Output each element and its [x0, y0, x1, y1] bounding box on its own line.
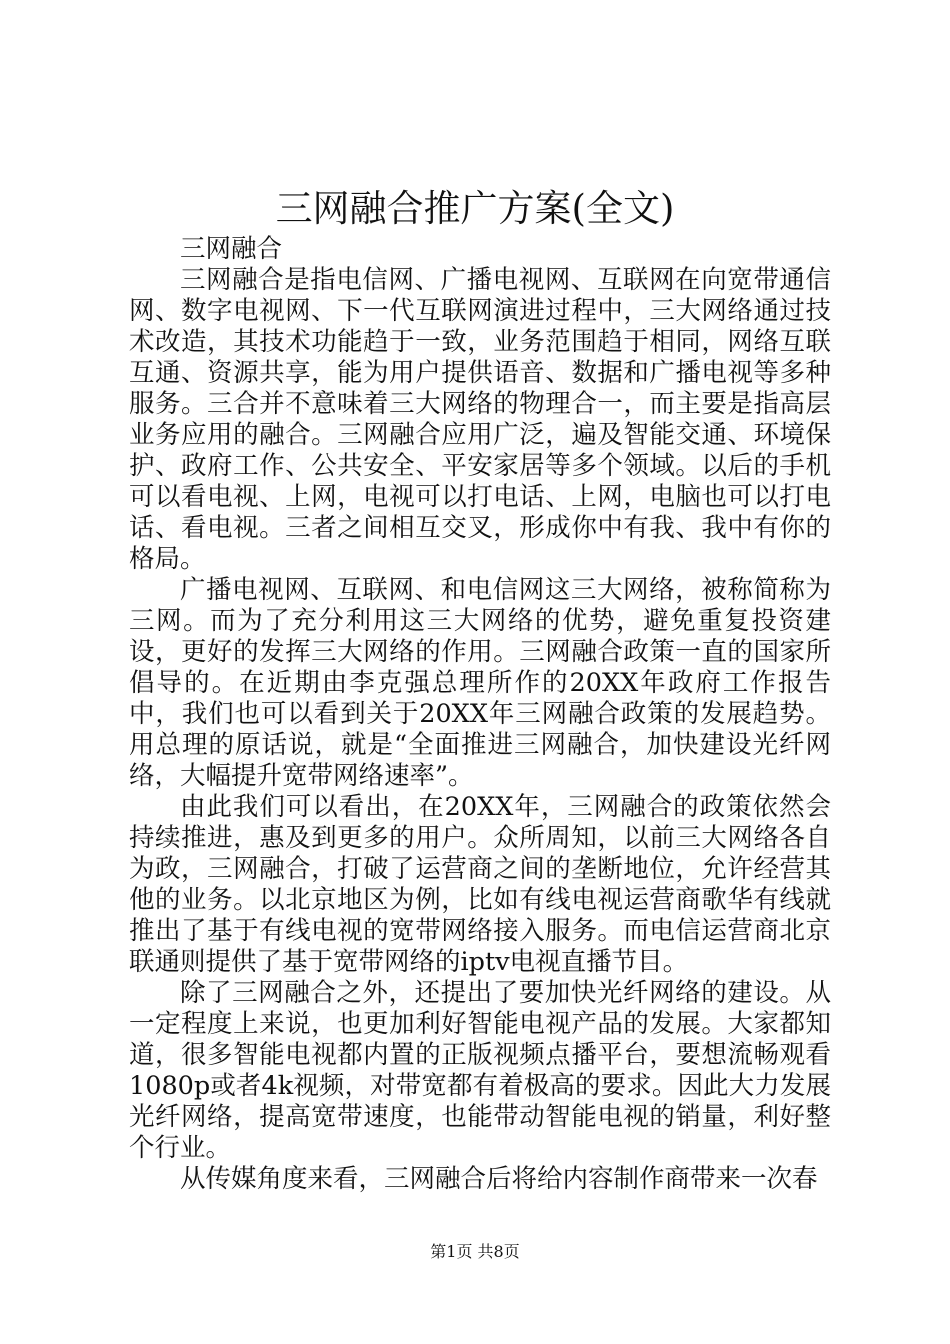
document-title: 三网融合推广方案(全文) — [275, 187, 675, 230]
document-body — [129, 234, 831, 1195]
page-number-footer: 第1页 共8页 — [430, 1242, 520, 1261]
paragraph-1: 三网融合是指电信网、广播电视网、互联网在向宽带通信网、数字电视网、下一代互联网演进过程中，三大网络通过技术改造，其技术功能趋于一致，业务范围趋于相同，网络互联互通、资源共享，能为用户提供语音、数据和广播电视等多种服务。三合并不意味着三大网络的物理合一，而主要是指高层业务应用的融合。三网融合应用广泛，遍及智能交通、环境保护、政府工作、公共安全、平安家居等多个领域。以后的手机可以看电视、上网，电视可以打电话、上网，电脑也可以打电话、看电视。三者之间相互交叉，形成你中有我、我中有你的格局。 — [129, 265, 831, 574]
paragraph-4: 除了三网融合之外，还提出了要加快光纤网络的建设。从一定程度上来说，也更加利好智能电视产品的发展。大家都知道，很多智能电视都内置的正版视频点播平台，要想流畅观看1080p或者4k视频，对带宽都有着极高的要求。因此大力发展光纤网络，提高宽带速度，也能带动智能电视的销量，利好整个行业。 — [129, 978, 831, 1163]
paragraph-3: 由此我们可以看出，在20XX年，三网融合的政策依然会持续推进，惠及到更多的用户。众所周知，以前三大网络各自为政，三网融合，打破了运营商之间的垄断地位，允许经营其他的业务。以北京地区为例，比如有线电视运营商歌华有线就推出了基于有线电视的宽带网络接入服务。而电信运营商北京联通则提供了基于宽带网络的iptv电视直播节目。 — [129, 792, 831, 977]
section-heading: 三网融合 — [180, 234, 283, 264]
paragraph-5: 从传媒角度来看，三网融合后将给内容制作商带来一次春 — [180, 1164, 818, 1194]
paragraph-2: 广播电视网、互联网、和电信网这三大网络，被称简称为三网。而为了充分利用这三大网络的优势，避免重复投资建设，更好的发挥三大网络的作用。三网融合政策一直的国家所倡导的。在近期由李克强总理所作的20XX年政府工作报告中，我们也可以看到关于20XX年三网融合政策的发展趋势。用总理的原话说，就是“全面推进三网融合，加快建设光纤网络，大幅提升宽带网络速率”。 — [129, 575, 831, 791]
